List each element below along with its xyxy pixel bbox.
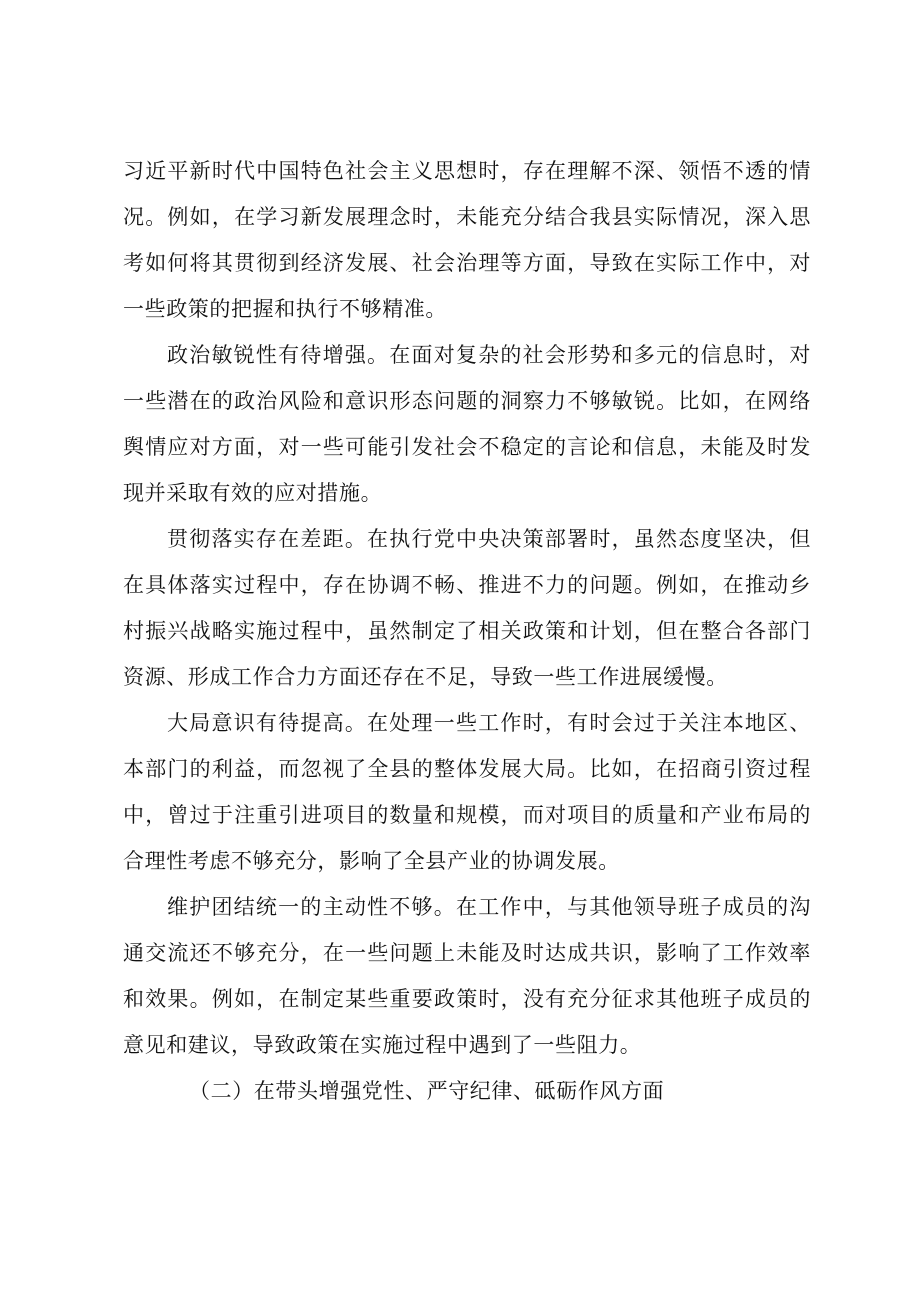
paragraph-unity: 维护团结统一的主动性不够。在工作中，与其他领导班子成员的沟通交流还不够充分，在一些问题上未能及时达成共识，影响了工作效率和效果。例如，在制定某些重要政策时，没有充分征求其他班子成员的意见和建议，导致政策在实施过程中遇到了一些阻力。 [123, 895, 811, 1057]
paragraph-political-sensitivity: 政治敏锐性有待增强。在面对复杂的社会形势和多元的信息时，对一些潜在的政治风险和意识形态问题的洞察力不够敏锐。比如，在网络舆情应对方面，对一些可能引发社会不稳定的言论和信息，未能及时发现并采取有效的应对措施。 [123, 343, 811, 505]
paragraph-continuation: 习近平新时代中国特色社会主义思想时，存在理解不深、领悟不透的情况。例如，在学习新发展理念时，未能充分结合我县实际情况，深入思考如何将其贯彻到经济发展、社会治理等方面，导致在实际工作中，对一些政策的把握和执行不够精准。 [123, 159, 811, 321]
document-body [123, 148, 811, 1114]
section-heading: （二）在带头增强党性、严守纪律、砥砺作风方面 [189, 1079, 665, 1103]
paragraph-overall-awareness: 大局意识有待提高。在处理一些工作时，有时会过于关注本地区、本部门的利益，而忽视了全县的整体发展大局。比如，在招商引资过程中，曾过于注重引进项目的数量和规模，而对项目的质量和产业布局的合理性考虑不够充分，影响了全县产业的协调发展。 [123, 711, 811, 873]
paragraph-implementation-gap: 贯彻落实存在差距。在执行党中央决策部署时，虽然态度坚决，但在具体落实过程中，存在协调不畅、推进不力的问题。例如，在推动乡村振兴战略实施过程中，虽然制定了相关政策和计划，但在整合各部门资源、形成工作合力方面还存在不足，导致一些工作进展缓慢。 [123, 527, 811, 689]
